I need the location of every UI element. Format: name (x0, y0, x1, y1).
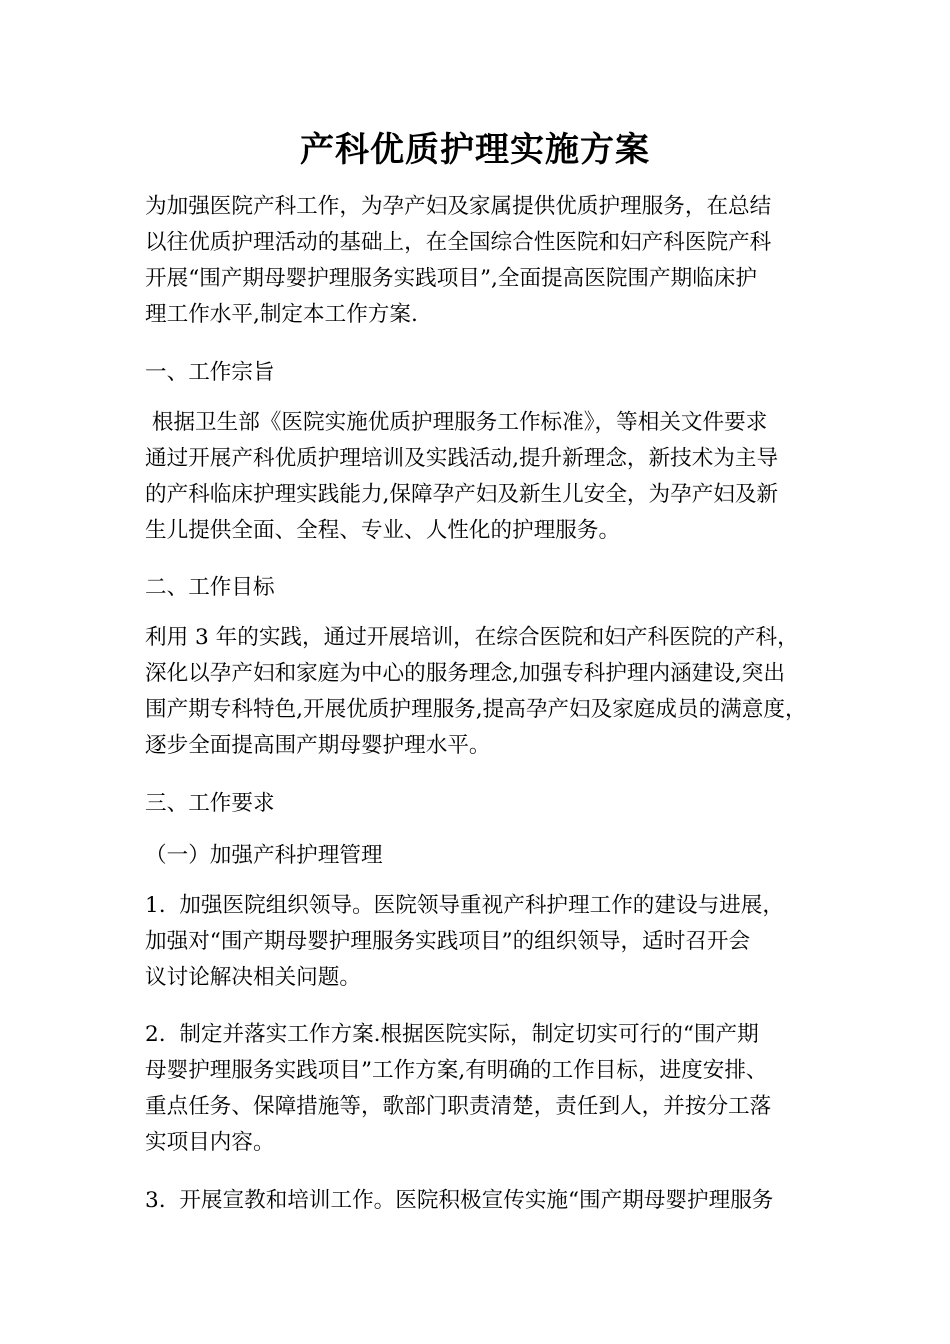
text-line: 3. 开展宣教和培训工作。医院积极宣传实施“围产期母婴护理服务 (145, 1188, 774, 1213)
text-line: 为加强医院产科工作，为孕产妇及家属提供优质护理服务，在总结 (145, 194, 772, 219)
text-line: 的产科临床护理实践能力,保障孕产妇及新生儿安全，为孕产妇及新 (145, 482, 779, 507)
text-line: 根据卫生部《医院实施优质护理服务工作标准》，等相关文件要求 (145, 410, 768, 435)
section-goals-paragraph (145, 620, 810, 764)
text-line: 逐步全面提高围产期母婴护理水平。 (145, 733, 491, 758)
list-item-2 (145, 1017, 810, 1161)
text-line: 加强对“围产期母婴护理服务实践项目”的组织领导，适时召开会 (145, 929, 751, 954)
text-line: 通过开展产科优质护理培训及实践活动,提升新理念，新技术为主导 (145, 446, 779, 471)
text-line: 生儿提供全面、全程、专业、人性化的护理服务。 (145, 518, 621, 543)
list-item-1 (145, 888, 810, 996)
section-purpose-paragraph (145, 405, 810, 549)
text-line: 重点任务、保障措施等，歌部门职责清楚，责任到人，并按分工落 (145, 1094, 772, 1119)
intro-paragraph (145, 189, 810, 333)
section-heading-requirements: 三、工作要求 (145, 791, 275, 816)
text-line: 以往优质护理活动的基础上，在全国综合性医院和妇产科医院产科 (145, 230, 772, 255)
subsection-heading-management: （一）加强产科护理管理 (145, 843, 383, 868)
text-line: 1. 加强医院组织领导。医院领导重视产科护理工作的建设与进展， (145, 893, 784, 918)
text-line: 母婴护理服务实践项目”工作方案,有明确的工作目标，进度安排、 (145, 1058, 768, 1083)
text-line: 围产期专科特色,开展优质护理服务,提高孕产妇及家庭成员的满意度， (145, 697, 807, 722)
text-line: 利用 3 年的实践，通过开展培训，在综合医院和妇产科医院的产科， (145, 625, 799, 650)
text-line: 深化以孕产妇和家庭为中心的服务理念,加强专科护理内涵建设,突出 (145, 661, 785, 686)
text-line: 开展“围产期母婴护理服务实践项目”,全面提高医院围产期临床护 (145, 266, 757, 291)
text-line: 2. 制定并落实工作方案.根据医院实际，制定切实可行的“围产期 (145, 1022, 759, 1047)
text-line: 议讨论解决相关问题。 (145, 965, 361, 990)
section-heading-purpose: 一、工作宗旨 (145, 360, 275, 385)
text-line: 理工作水平,制定本工作方案. (145, 302, 418, 327)
page-title: 产科优质护理实施方案 (300, 130, 650, 170)
section-heading-goals: 二、工作目标 (145, 575, 275, 600)
text-line: 实项目内容。 (145, 1130, 275, 1155)
list-item-3 (145, 1183, 810, 1219)
